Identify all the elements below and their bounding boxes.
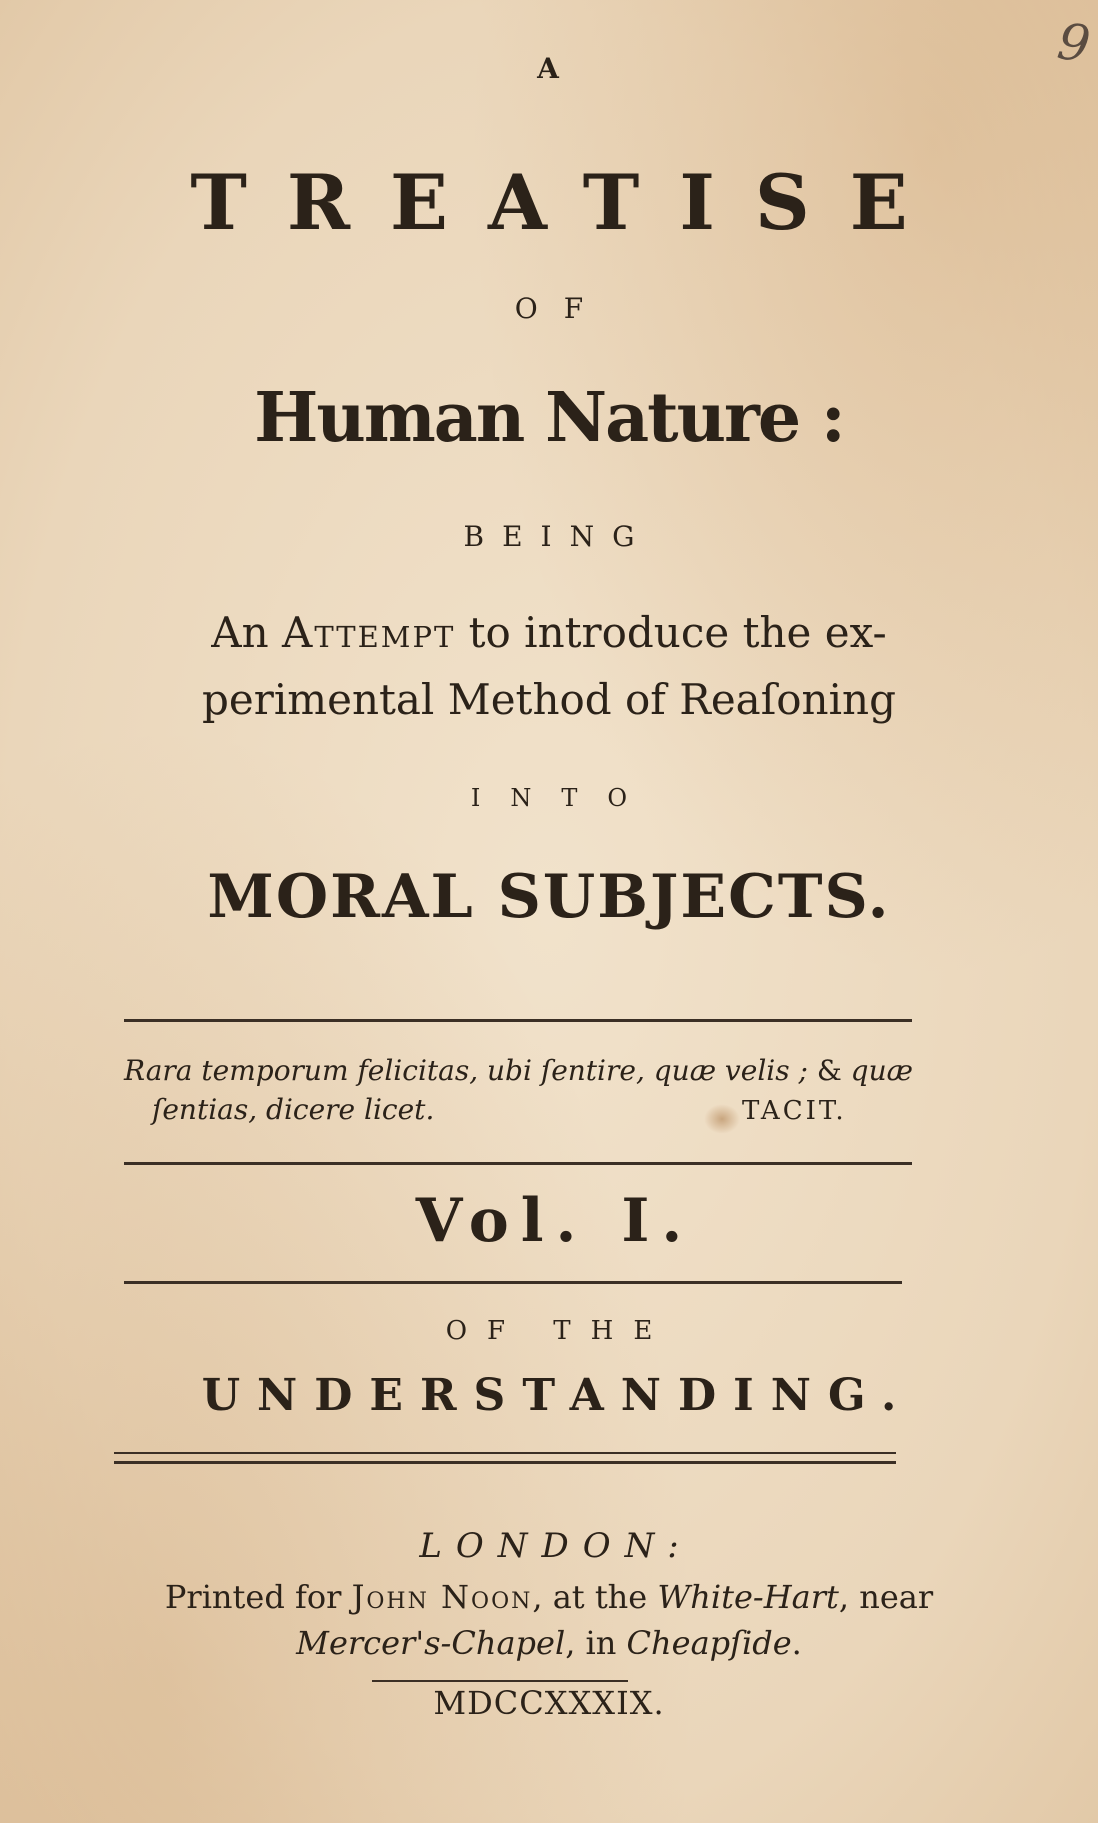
part-of-the: OF THE	[445, 1316, 673, 1346]
imprint-year: MDCCXXXIX.	[433, 1684, 665, 1722]
paper-stain	[704, 1104, 740, 1134]
imprint-printer: John Noon	[351, 1578, 533, 1616]
motto-line-2: ſentias, dicere licet.	[152, 1093, 435, 1126]
motto-text-b: quæ	[841, 1054, 913, 1087]
motto-ampersand: &	[816, 1054, 842, 1087]
motto-attribution: TACIT.	[742, 1096, 847, 1126]
subtitle-rest: to introduce the ex-	[468, 608, 887, 657]
subtitle-into: INTO	[470, 784, 658, 812]
rule-3	[124, 1281, 902, 1284]
rule-1	[124, 1019, 912, 1022]
motto-text-a: Rara temporum felicitas, ubi ſentire, quæ velis ;	[124, 1054, 817, 1087]
handwritten-folio-mark: 9	[1054, 12, 1094, 74]
imprint-location-a: Mercer's-Chapel	[296, 1624, 566, 1662]
title-article: A	[537, 52, 561, 85]
rule-4a	[114, 1452, 896, 1454]
title-of: OF	[514, 292, 610, 325]
imprint-near: , near	[838, 1578, 934, 1616]
volume-label: Vol. I.	[415, 1186, 695, 1256]
imprint-printed-for: Printed for	[164, 1578, 342, 1616]
imprint-location-b: Cheapſide	[626, 1624, 792, 1662]
imprint-line-1	[0, 1578, 1098, 1616]
subtitle-line-1	[0, 608, 1098, 657]
subtitle-line-2: perimental Method of Reaſoning	[202, 675, 896, 724]
motto-line-1	[124, 1054, 913, 1087]
rule-2	[124, 1162, 912, 1165]
subtitle-attempt: Attempt	[282, 608, 456, 657]
imprint-at-the: , at the	[532, 1578, 648, 1616]
title-treatise: TREATISE	[190, 158, 948, 247]
subtitle-being: BEING	[463, 520, 653, 553]
subtitle-an: An	[211, 608, 269, 657]
imprint-sign: White-Hart	[657, 1578, 839, 1616]
imprint-city: LONDON:	[419, 1526, 693, 1566]
imprint-line-2	[0, 1624, 1098, 1662]
rule-5	[372, 1680, 628, 1682]
title-moral-subjects: MORAL SUBJECTS.	[207, 862, 891, 932]
imprint-period: .	[791, 1624, 802, 1662]
part-understanding: UNDERSTANDING.	[201, 1370, 914, 1421]
title-human-nature: Human Nature :	[254, 378, 844, 458]
rule-4b	[114, 1461, 896, 1464]
imprint-location-in: , in	[565, 1624, 617, 1662]
